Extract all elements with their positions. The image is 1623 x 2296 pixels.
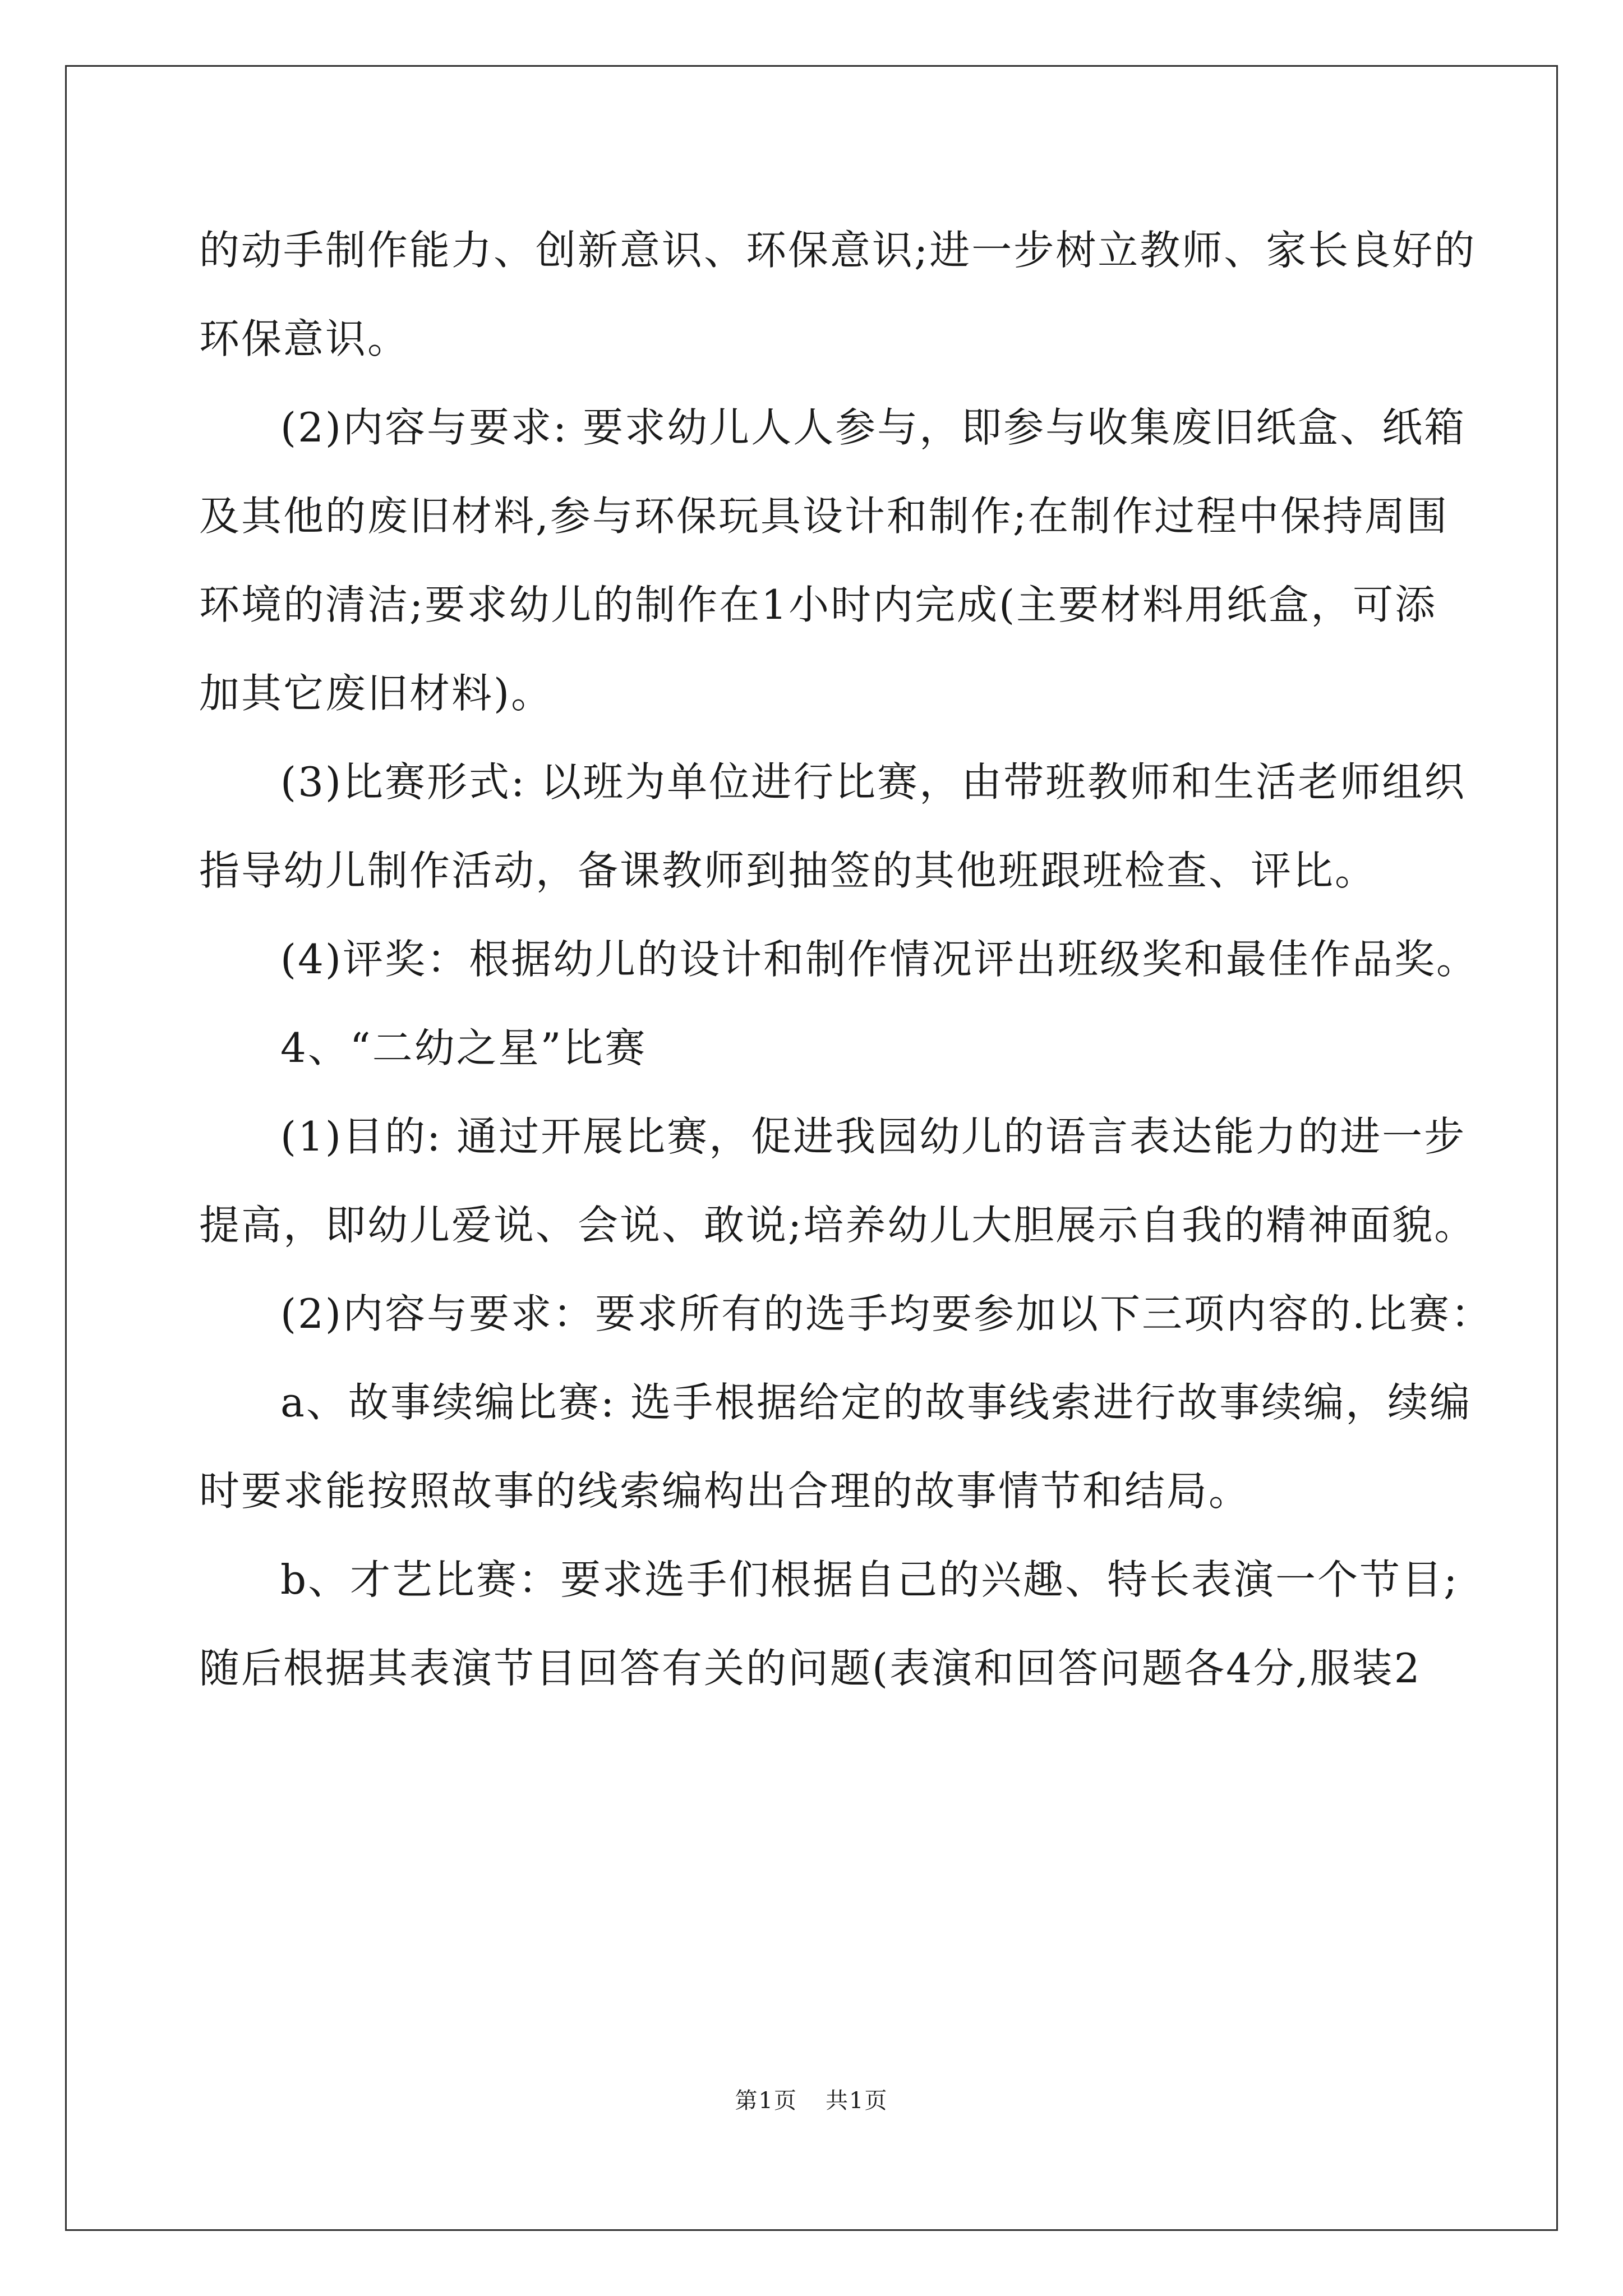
text-line: 及其他的废旧材料,参与环保玩具设计和制作;在制作过程中保持周围 <box>199 493 1449 540</box>
text-line: 的动手制作能力、创新意识、环保意识;进一步树立教师、家长良好的 <box>199 227 1477 274</box>
text-line: (2)内容与要求: 要求幼儿人人参与，即参与收集废旧纸盒、纸箱 <box>280 404 1467 451</box>
text-line: (1)目的: 通过开展比赛，促进我园幼儿的语言表达能力的进一步 <box>280 1113 1467 1160</box>
text-line: (3)比赛形式: 以班为单位进行比赛，由带班教师和生活老师组织 <box>280 758 1467 806</box>
text-line: 时要求能按照故事的线索编构出合理的故事情节和结局。 <box>199 1467 1251 1515</box>
text-line: 提高，即幼儿爱说、会说、敢说;培养幼儿大胆展示自我的精神面貌。 <box>199 1202 1477 1249</box>
text-line: 环境的清洁;要求幼儿的制作在1小时内完成(主要材料用纸盒，可添 <box>199 581 1437 628</box>
text-line: (2)内容与要求：要求所有的选手均要参加以下三项内容的.比赛： <box>280 1290 1493 1337</box>
text-line: a、故事续编比赛: 选手根据给定的故事线索进行故事续编，续编 <box>280 1379 1472 1426</box>
page-total: 共1页 <box>826 2088 888 2114</box>
section-heading: 4、“二幼之星”比赛 <box>280 1024 647 1071</box>
text-line: 随后根据其表演节目回答有关的问题(表演和回答问题各4分,服装2 <box>199 1645 1422 1692</box>
page-footer <box>0 2087 1623 2115</box>
text-line: b、才艺比赛：要求选手们根据自己的兴趣、特长表演一个节目; <box>280 1556 1459 1603</box>
text-line: (4)评奖：根据幼儿的设计和制作情况评出班级奖和最佳作品奖。 <box>280 936 1478 983</box>
text-line: 加其它废旧材料)。 <box>199 670 554 717</box>
text-line: 环保意识。 <box>199 315 410 362</box>
page-number: 第1页 <box>735 2088 797 2114</box>
text-line: 指导幼儿制作活动，备课教师到抽签的其他班跟班检查、评比。 <box>199 847 1377 894</box>
